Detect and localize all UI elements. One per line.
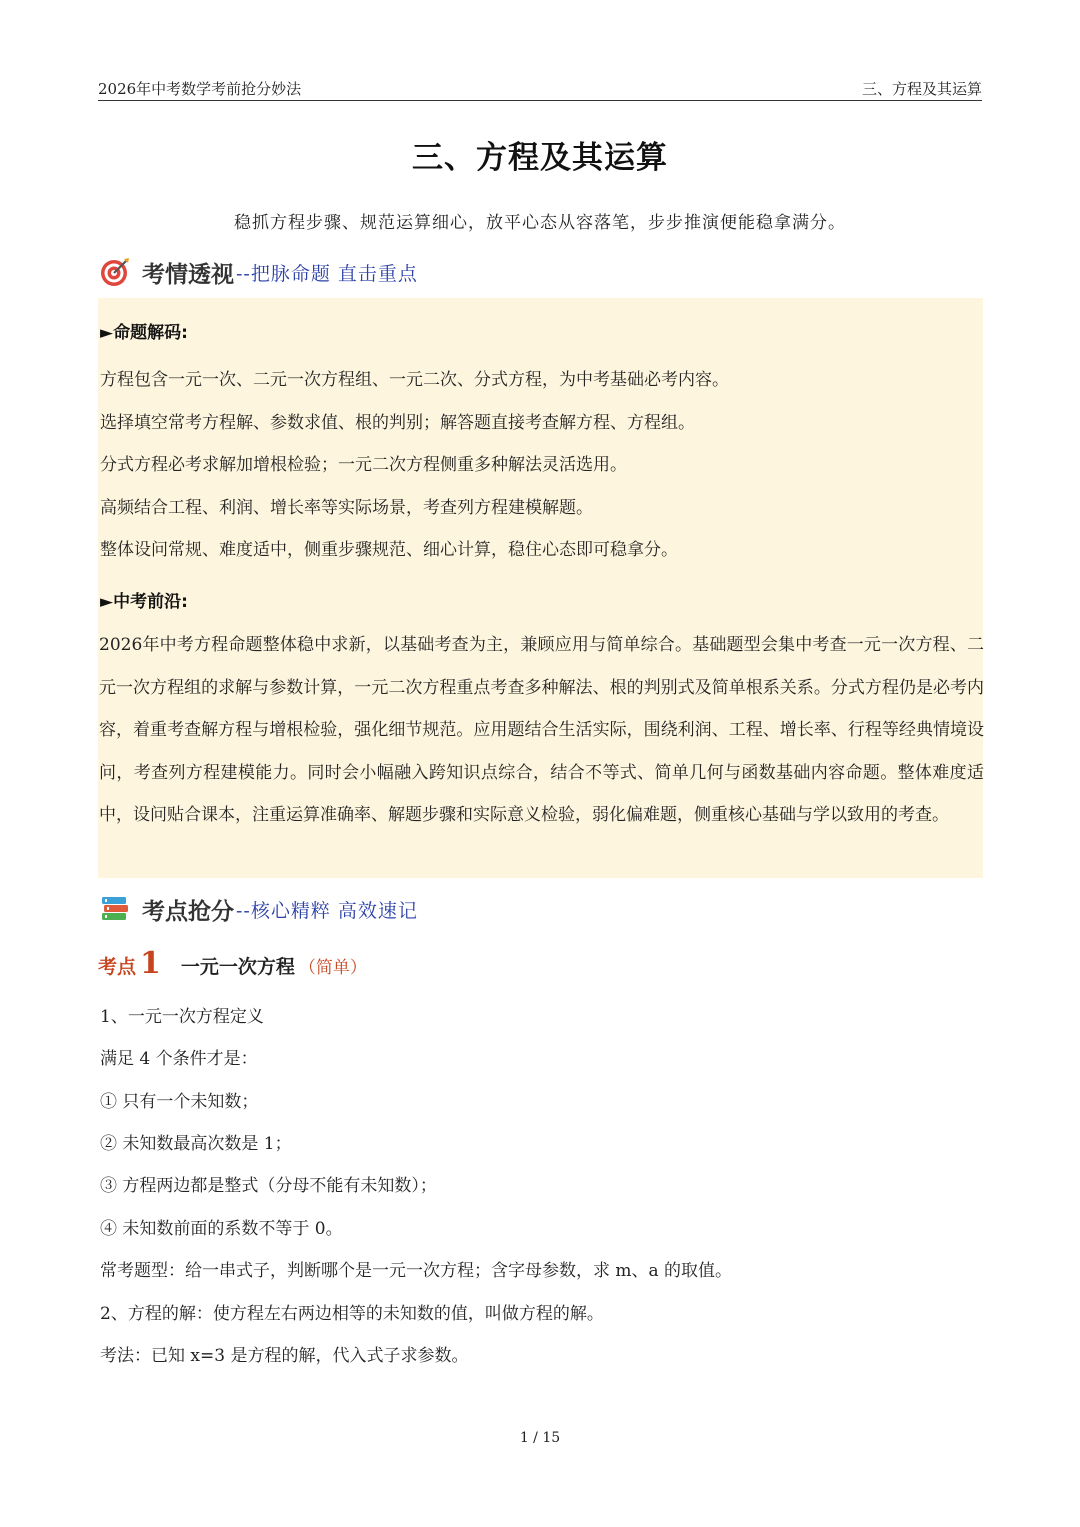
key-point-heading	[98, 946, 367, 986]
content-line: 满足 4 个条件才是：	[100, 1049, 258, 1069]
page-title: 三、方程及其运算	[412, 140, 668, 176]
key-point-number: 1	[140, 946, 161, 981]
content-line: 2、方程的解：使方程左右两边相等的未知数的值，叫做方程的解。	[100, 1304, 604, 1324]
books-icon	[100, 894, 130, 924]
section-title: 考点抢分	[142, 898, 234, 925]
decode-line: 整体设问常规、难度适中，侧重步骤规范、细心计算，稳住心态即可稳拿分。	[100, 540, 678, 560]
decode-line: 分式方程必考求解加增根检验；一元二次方程侧重多种解法灵活选用。	[100, 455, 627, 475]
content-line: 1、一元一次方程定义	[100, 1007, 264, 1027]
header-doc-title: 2026年中考数学考前抢分妙法	[98, 80, 302, 98]
content-line: ④ 未知数前面的系数不等于 0。	[100, 1219, 343, 1239]
block-label-decode: ►命题解码:	[100, 323, 188, 343]
key-point-level: （简单）	[298, 958, 367, 978]
section-header-key-points	[100, 892, 418, 926]
page-subtitle: 稳抓方程步骤、规范运算细心，放平心态从容落笔，步步推演便能稳拿满分。	[234, 213, 846, 233]
content-line: 常考题型：给一串式子，判断哪个是一元一次方程；含字母参数，求 m、a 的取值。	[100, 1261, 733, 1281]
section-title: 考情透视	[142, 261, 234, 288]
target-icon	[100, 257, 130, 287]
key-point-label: 考点	[98, 956, 137, 978]
header-chapter: 三、方程及其运算	[861, 80, 982, 98]
section-header-exam-analysis	[100, 255, 418, 289]
section-subtitle: --把脉命题 直击重点	[236, 262, 418, 285]
decode-line: 方程包含一元一次、二元一次方程组、一元二次、分式方程，为中考基础必考内容。	[100, 370, 729, 390]
decode-line: 高频结合工程、利润、增长率等实际场景，考查列方程建模解题。	[100, 498, 593, 518]
frontier-paragraph: 2026年中考方程命题整体稳中求新，以基础考查为主，兼顾应用与简单综合。基础题型会集中考查一元一次方程、二元一次方程组的求解与参数计算，一元二次方程重点考查多种解法、根的判别式及简单根系关系。分式方程仍是必考内容，着重考查解方程与增根检验，强化细节规范。应用题结合生活实际，围绕利润、工程、增长率、行程等经典情境设问，考查列方程建模能力。同时会小幅融入跨知识点综合，结合不等式、简单几何与函数基础内容命题。整体难度适中，设问贴合课本，注重运算准确率、解题步骤和实际意义检验，弱化偏难题，侧重核心基础与学以致用的考查。	[99, 635, 984, 825]
content-line: ② 未知数最高次数是 1；	[100, 1134, 292, 1154]
page-header	[98, 76, 982, 101]
block-label-frontier: ►中考前沿:	[100, 592, 188, 612]
key-point-name: 一元一次方程	[180, 956, 295, 978]
content-line: ① 只有一个未知数；	[100, 1092, 259, 1112]
page-number: 1 / 15	[519, 1430, 561, 1446]
decode-line: 选择填空常考方程解、参数求值、根的判别；解答题直接考查解方程、方程组。	[100, 413, 695, 433]
content-line: ③ 方程两边都是整式（分母不能有未知数）；	[100, 1176, 437, 1196]
content-line: 考法：已知 x=3 是方程的解，代入式子求参数。	[100, 1346, 469, 1366]
section-subtitle: --核心精粹 高效速记	[236, 899, 418, 922]
